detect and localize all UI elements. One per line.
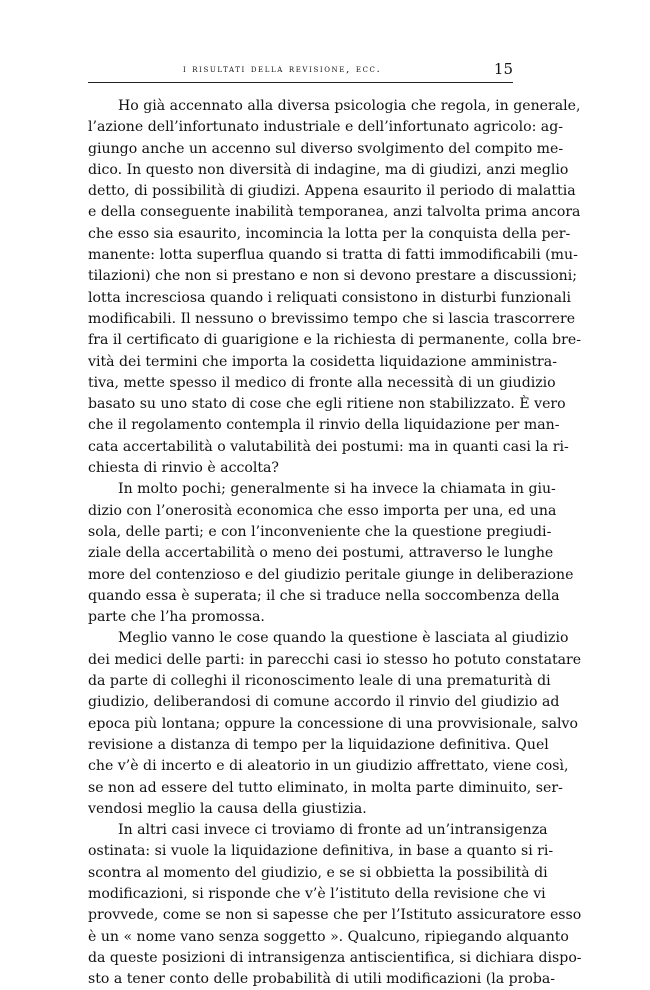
running-title: i risultati della revisione, ecc. bbox=[183, 63, 382, 75]
text-line: Ho già accennato alla diversa psicologia che regola, in generale, bbox=[118, 98, 581, 114]
text-line: dico. In questo non diversità di indagine, ma di giudizi, anzi meglio bbox=[88, 161, 569, 178]
text-line: da parte di colleghi il riconoscimento leale di una prematurità di bbox=[88, 673, 551, 690]
text-line: revisione a distanza di tempo per la liquidazione definitiva. Quel bbox=[88, 736, 549, 753]
text-line: epoca più lontana; oppure la concessione di una provvisionale, salvo bbox=[88, 715, 578, 732]
text-line: In molto pochi; generalmente si ha invece la chiamata in giu- bbox=[118, 481, 556, 498]
text-line: sto a tener conto delle probabilità di utili modificazioni (la proba- bbox=[88, 971, 556, 988]
text-line: da queste posizioni di intransigenza antiscientifica, si dichiara dispo- bbox=[88, 949, 582, 966]
text-line: parte che l’ha promossa. bbox=[88, 609, 265, 626]
running-header bbox=[88, 60, 513, 83]
text-line: scontra al momento del giudizio, e se si obbietta la possibilità di bbox=[88, 864, 548, 881]
text-line: provvede, come se non si sapesse che per l’Istituto assicuratore esso bbox=[88, 907, 582, 924]
text-line: fra il certificato di guarigione e la richiesta di permanente, colla bre- bbox=[88, 332, 581, 349]
text-line: è un « nome vano senza soggetto ». Qualcuno, ripiegando alquanto bbox=[88, 928, 569, 945]
text-line: giungo anche un accenno sul diverso svolgimento del compito me- bbox=[88, 140, 564, 157]
text-line: giudizio, deliberandosi di comune accordo il rinvio del giudizio ad bbox=[88, 694, 560, 711]
text-line: tiva, mette spesso il medico di fronte alla necessità di un giudizio bbox=[88, 374, 556, 391]
text-line: che il regolamento contempla il rinvio della liquidazione per man- bbox=[88, 417, 560, 434]
text-line: modificazioni, si risponde che v’è l’istituto della revisione che vi bbox=[88, 885, 546, 902]
text-line: ostinata: si vuole la liquidazione definitiva, in base a quanto si ri- bbox=[88, 843, 554, 860]
body-text bbox=[88, 96, 582, 990]
text-line: quando essa è superata; il che si traduce nella soccombenza della bbox=[88, 587, 560, 604]
text-line: detto, di possibilità di giudizi. Appena esaurito il periodo di malattia bbox=[88, 183, 576, 200]
text-line: e della conseguente inabilità temporanea, anzi talvolta prima ancora bbox=[88, 204, 581, 221]
text-line: vendosi meglio la causa della giustizia. bbox=[88, 800, 367, 817]
text-line: In altri casi invece ci troviamo di fronte ad un’intransigenza bbox=[118, 822, 548, 839]
text-line: chiesta di rinvio è accolta? bbox=[88, 460, 279, 477]
page-number: 15 bbox=[493, 60, 513, 78]
text-line: l’azione dell’infortunato industriale e dell’infortunato agricolo: ag- bbox=[88, 119, 563, 136]
text-line: vità dei termini che importa la cosidetta liquidazione amministra- bbox=[88, 353, 557, 370]
text-line: basato su uno stato di cose che egli ritiene non stabilizzato. È vero bbox=[88, 396, 566, 413]
text-line: dei medici delle parti: in parecchi casi io stesso ho potuto constatare bbox=[88, 651, 582, 668]
text-line: Meglio vanno le cose quando la questione è lasciata al giudizio bbox=[118, 630, 569, 647]
text-line: se non ad essere del tutto eliminato, in molta parte diminuito, ser- bbox=[88, 779, 563, 796]
text-line: modificabili. Il nessuno o brevissimo tempo che si lascia trascorrere bbox=[88, 310, 576, 327]
text-line: tilazioni) che non si prestano e non si devono prestare a discussioni; bbox=[88, 268, 578, 285]
text-line: che esso sia esaurito, incomincia la lotta per la conquista della per- bbox=[88, 225, 571, 242]
text-line: dizio con l’onerosità economica che esso importa per una, ed una bbox=[88, 502, 557, 519]
text-line: lotta incresciosa quando i reliquati consistono in disturbi funzionali bbox=[88, 289, 572, 306]
text-line: ziale della accertabilità o meno dei postumi, attraverso le lunghe bbox=[88, 545, 554, 562]
text-line: sola, delle parti; e con l’inconveniente che la questione pregiudi- bbox=[88, 523, 552, 540]
text-line: manente: lotta superflua quando si tratta di fatti immodificabili (mu- bbox=[88, 247, 578, 264]
text-line: cata accertabilità o valutabilità dei postumi: ma in quanti casi la ri- bbox=[88, 438, 569, 455]
text-line: che v’è di incerto e di aleatorio in un giudizio affrettato, viene così, bbox=[88, 758, 569, 775]
text-line: more del contenzioso e del giudizio peritale giunge in deliberazione bbox=[88, 566, 574, 583]
